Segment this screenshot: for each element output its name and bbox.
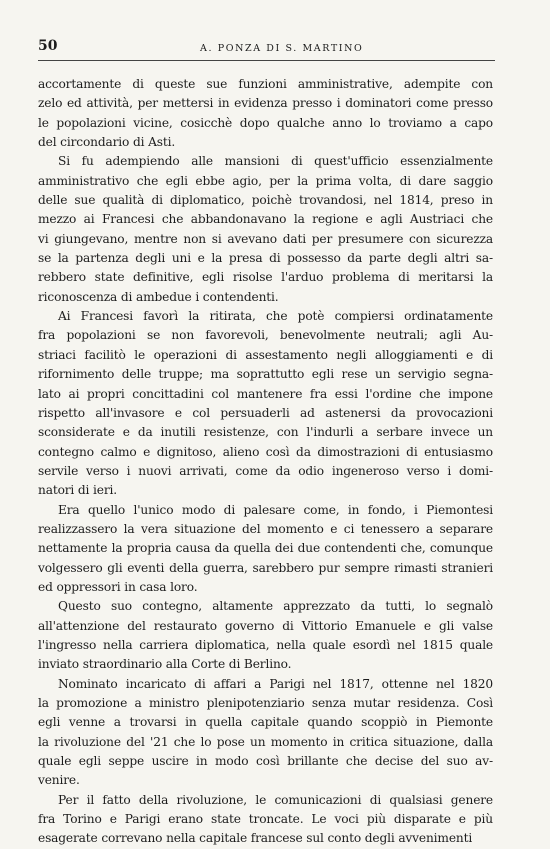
text-line: esagerate correvano nella capitale francese sul conto degli avvenimenti <box>38 831 473 846</box>
text-line: rispetto all'invasore e col persuaderli ad astenersi da provocazioni <box>38 405 493 420</box>
text-line: realizzassero la vera situazione del momento e ci tenessero a separare <box>38 521 493 536</box>
text-line: servile verso i nuovi arrivati, come da odio ingeneroso verso i domi- <box>38 463 493 478</box>
text-line: all'attenzione del restaurato governo di Vittorio Emanuele e gli valse <box>38 618 493 633</box>
paragraph <box>38 152 493 307</box>
text-line: zelo ed attività, per mettersi in evidenza presso i dominatori come presso <box>38 96 493 111</box>
page-number: 50 <box>38 38 58 54</box>
paragraph <box>38 75 493 152</box>
text-line: fra Torino e Parigi erano state troncate. Le voci più disparate e più <box>38 812 493 827</box>
body-text <box>38 75 493 849</box>
text-line: natori di ieri. <box>38 483 117 498</box>
text-line: del circondario di Asti. <box>38 135 176 150</box>
text-line: striaci facilitò le operazioni di assestamento negli alloggiamenti e di <box>38 347 493 362</box>
text-line: mezzo ai Francesi che abbandonavano la regione e agli Austriaci che <box>38 212 493 227</box>
text-line: lato ai propri concittadini col mantenere fra essi l'ordine che impone <box>38 386 493 401</box>
paragraph <box>38 501 493 598</box>
text-line: accortamente di queste sue funzioni amministrative, adempite con <box>38 77 493 91</box>
text-line: Ai Francesi favorì la ritirata, che potè compiersi ordinatamente <box>58 309 493 324</box>
text-line: le popolazioni vicine, cosicchè dopo qualche anno lo troviamo a capo <box>38 115 493 130</box>
text-line: la rivoluzione del '21 che lo pose un momento in critica situazione, dalla <box>38 734 493 749</box>
text-line: Nominato incaricato di affari a Parigi nel 1817, ottenne nel 1820 <box>58 676 493 691</box>
text-line: contegno calmo e dignitoso, alieno così da dimostrazioni di entusiasmo <box>38 444 493 459</box>
text-line: l'ingresso nella carriera diplomatica, nella quale esordì nel 1815 quale <box>38 637 493 652</box>
text-line: egli venne a trovarsi in quella capitale quando scoppiò in Piemonte <box>38 715 493 730</box>
text-line: amministrativo che egli ebbe agio, per la prima volta, di dare saggio <box>38 173 493 188</box>
text-line: rifornimento delle truppe; ma soprattutto egli rese un servigio segna- <box>38 367 493 382</box>
text-line: nettamente la propria causa da quella dei due contendenti che, comunque <box>38 541 493 556</box>
text-line: la promozione a ministro plenipotenziario senza mutar residenza. Così <box>38 696 493 710</box>
text-line: ed oppressori in casa loro. <box>38 579 198 594</box>
text-line: vi giungevano, mentre non si avevano dati per presumere con sicurezza <box>38 231 493 246</box>
text-line: venire. <box>38 773 80 788</box>
text-line: inviato straordinario alla Corte di Berlino. <box>38 657 292 672</box>
running-title: A. PONZA DI S. MARTINO <box>200 43 364 54</box>
text-line: sconsiderate e da inutili resistenze, con l'indurli a serbare invece un <box>38 425 493 440</box>
paragraph <box>38 597 493 674</box>
text-line: Per il fatto della rivoluzione, le comunicazioni di qualsiasi genere <box>58 792 493 807</box>
text-line: quale egli seppe uscire in modo così brillante che decise del suo av- <box>38 754 493 769</box>
text-line: rebbero state definitive, egli risolse l'arduo problema di meritarsi la <box>38 270 493 285</box>
text-line: se la partenza degli uni e la presa di possesso da parte degli altri sa- <box>38 251 493 266</box>
text-line: fra popolazioni se non favorevoli, benevolmente neutrali; agli Au- <box>38 328 493 343</box>
text-line: delle sue qualità di diplomatico, poichè trovandosi, nel 1814, preso in <box>38 193 493 208</box>
paragraph <box>38 307 493 500</box>
header-rule <box>38 60 495 61</box>
text-line: Questo suo contegno, altamente apprezzato da tutti, lo segnalò <box>58 599 493 614</box>
paragraph <box>38 791 493 849</box>
text-line: riconoscenza di ambedue i contendenti. <box>38 289 279 304</box>
text-line: volgessero gli eventi della guerra, sarebbero pur sempre rimasti stranieri <box>38 560 493 575</box>
paragraph <box>38 675 493 791</box>
text-line: Era quello l'unico modo di palesare come, in fondo, i Piemontesi <box>58 502 493 517</box>
text-line: Si fu adempiendo alle mansioni di quest'ufficio essenzialmente <box>58 154 493 169</box>
